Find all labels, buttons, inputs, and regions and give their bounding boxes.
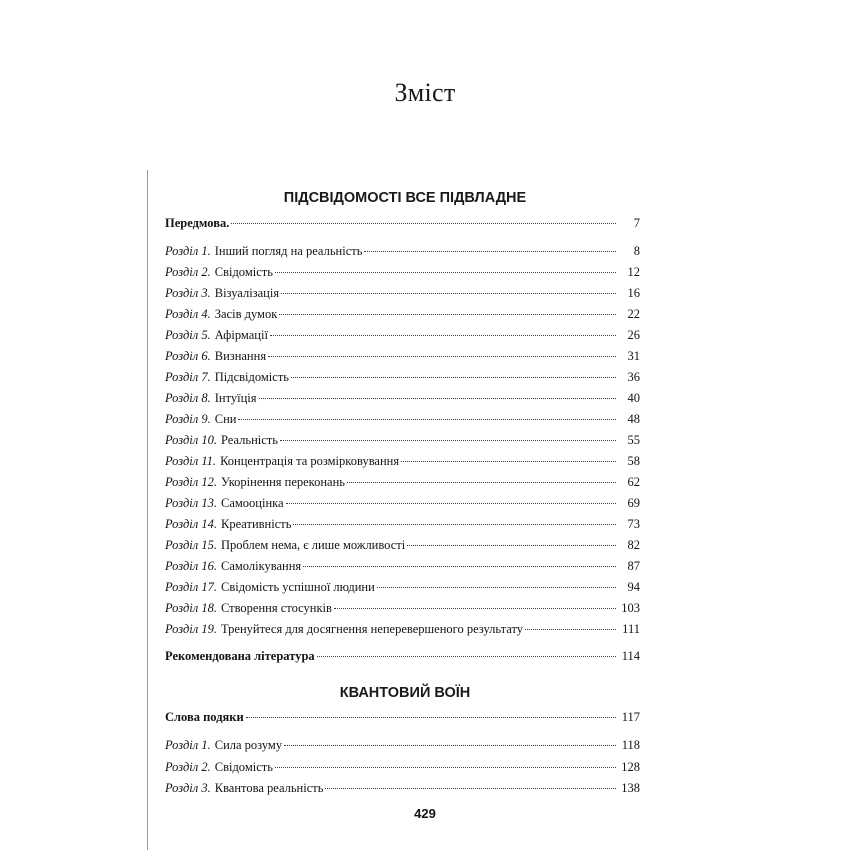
toc-entry-title: Самолікування <box>220 559 302 573</box>
toc-entry-title: Засів думок <box>214 307 278 321</box>
leader-dots <box>325 788 616 789</box>
toc-entry-title: Рекомендована література <box>165 649 315 663</box>
leader-dots <box>401 461 616 462</box>
toc-entry-chapter-14[interactable] <box>165 515 640 533</box>
toc-entry-chapter-17[interactable] <box>165 578 640 596</box>
toc-entry-title: Сни <box>214 412 237 426</box>
toc-entry-chapter-12[interactable] <box>165 473 640 491</box>
toc-entry-title: Передмова. <box>165 216 230 230</box>
toc-entry-chapter-10[interactable] <box>165 431 640 449</box>
toc-entry-chapter-15[interactable] <box>165 536 640 554</box>
leader-dots <box>303 566 616 567</box>
toc-entry-chapter-3[interactable] <box>165 284 640 302</box>
leader-dots <box>407 545 616 546</box>
leader-dots <box>279 314 616 315</box>
toc-entry-title: Свідомість <box>214 760 273 774</box>
toc-entry-title: Сила розуму <box>214 738 283 752</box>
toc-entry-page: 128 <box>621 760 640 774</box>
toc-entry-chapter-5[interactable] <box>165 326 640 344</box>
toc-entry-title: Визнання <box>214 349 267 363</box>
toc-entry-page: 31 <box>627 349 640 363</box>
toc-entry-chapter-1[interactable] <box>165 242 640 260</box>
toc-entry-chapter-16[interactable] <box>165 557 640 575</box>
leader-dots <box>275 272 616 273</box>
toc-entry-title: Проблем нема, є лише можливості <box>220 538 406 552</box>
toc-entry-chapter-13[interactable] <box>165 494 640 512</box>
leader-dots <box>259 398 616 399</box>
toc-entry-page: 73 <box>627 517 640 531</box>
toc-entry-title: Тренуйтеся для досягнення неперевершеного результату <box>220 622 524 636</box>
toc-entry-page: 16 <box>627 286 640 300</box>
toc-entry-chapter-4[interactable] <box>165 305 640 323</box>
toc-entry-page: 117 <box>621 710 640 724</box>
toc-entry-title: Укорінення переконань <box>220 475 345 489</box>
toc-entry-page: 26 <box>627 328 640 342</box>
toc-entry-title: Інший погляд на реальність <box>214 244 363 258</box>
toc-entry-title: Створення стосунків <box>220 601 332 615</box>
toc-entry-title: Свідомість успішної людини <box>220 580 375 594</box>
toc-entry-page: 8 <box>633 244 640 258</box>
toc-entry-label: Розділ 5. <box>165 328 211 342</box>
toc-entry-title: Реальність <box>220 433 278 447</box>
toc-entry-page: 111 <box>622 622 640 636</box>
toc-entry-label: Розділ 14. <box>165 517 217 531</box>
toc-entry-chapter-3[interactable] <box>165 779 640 797</box>
toc-entry-label: Розділ 15. <box>165 538 217 552</box>
toc-entry-label: Розділ 3. <box>165 286 211 300</box>
toc-entry-page: 55 <box>627 433 640 447</box>
page-number: 429 <box>414 806 436 821</box>
leader-dots <box>525 629 616 630</box>
toc-entry-label: Розділ 4. <box>165 307 211 321</box>
leader-dots <box>364 251 616 252</box>
toc-entry-label: Розділ 11. <box>165 454 217 468</box>
leader-dots <box>293 524 616 525</box>
toc-entry-page: 82 <box>627 538 640 552</box>
toc-entry-page: 114 <box>621 649 640 663</box>
toc-entry-page: 36 <box>627 370 640 384</box>
toc-entry-title: Квантова реальність <box>214 781 324 795</box>
leader-dots <box>347 482 616 483</box>
section-title: КВАНТОВИЙ ВОЇН <box>339 685 471 701</box>
toc-entry-chapter-1[interactable] <box>165 736 640 754</box>
section-title: ПІДСВІДОМОСТІ ВСЕ ПІДВЛАДНЕ <box>283 190 527 206</box>
toc-entry-chapter-2[interactable] <box>165 758 640 776</box>
toc-entry-page: 22 <box>627 307 640 321</box>
toc-entry-chapter-2[interactable] <box>165 263 640 281</box>
toc-entry-recommended-literature[interactable] <box>165 647 640 665</box>
toc-entry-label: Розділ 16. <box>165 559 217 573</box>
toc-entry-page: 103 <box>621 601 640 615</box>
toc-entry-title: Концентрація та розмірковування <box>220 454 400 468</box>
toc-entry-foreword[interactable] <box>165 214 640 232</box>
toc-entry-label: Розділ 2. <box>165 760 211 774</box>
toc-entry-label: Розділ 10. <box>165 433 217 447</box>
toc-entry-page: 94 <box>627 580 640 594</box>
toc-entry-title: Підсвідомість <box>214 370 289 384</box>
toc-entry-page: 40 <box>627 391 640 405</box>
toc-entry-chapter-7[interactable] <box>165 368 640 386</box>
leader-dots <box>317 656 616 657</box>
toc-entry-label: Розділ 3. <box>165 781 211 795</box>
toc-entry-chapter-11[interactable] <box>165 452 640 470</box>
toc-entry-label: Розділ 18. <box>165 601 217 615</box>
page-title: Зміст <box>394 78 456 107</box>
toc-entry-page: 138 <box>621 781 640 795</box>
toc-entry-label: Розділ 1. <box>165 738 211 752</box>
toc-entry-page: 69 <box>627 496 640 510</box>
leader-dots <box>270 335 616 336</box>
toc-entry-title: Свідомість <box>214 265 273 279</box>
toc-entry-page: 48 <box>627 412 640 426</box>
leader-dots <box>334 608 616 609</box>
toc-entry-page: 7 <box>633 216 640 230</box>
leader-dots <box>268 356 616 357</box>
toc-entry-page: 118 <box>621 738 640 752</box>
toc-entry-title: Креативність <box>220 517 292 531</box>
toc-entry-page: 58 <box>627 454 640 468</box>
toc-entry-chapter-8[interactable] <box>165 389 640 407</box>
toc-entry-chapter-18[interactable] <box>165 599 640 617</box>
toc-entry-title: Візуалізація <box>214 286 280 300</box>
toc-entry-title: Афірмації <box>214 328 268 342</box>
toc-entry-chapter-19[interactable] <box>165 620 640 638</box>
leader-dots <box>286 503 616 504</box>
leader-dots <box>238 419 616 420</box>
toc-entry-page: 12 <box>627 265 640 279</box>
toc-entry-label: Розділ 1. <box>165 244 211 258</box>
toc-entry-label: Розділ 17. <box>165 580 217 594</box>
page-edge-line <box>147 170 148 850</box>
toc-entry-title: Самооцінка <box>220 496 284 510</box>
toc-entry-label: Розділ 6. <box>165 349 211 363</box>
toc-entry-label: Розділ 7. <box>165 370 211 384</box>
leader-dots <box>281 293 616 294</box>
leader-dots <box>291 377 616 378</box>
leader-dots <box>246 717 616 718</box>
toc-entry-page: 87 <box>627 559 640 573</box>
toc-entry-chapter-6[interactable] <box>165 347 640 365</box>
toc-entry-title: Інтуїція <box>214 391 257 405</box>
toc-entry-label: Розділ 8. <box>165 391 211 405</box>
toc-entry-title: Слова подяки <box>165 710 244 724</box>
toc-entry-label: Розділ 9. <box>165 412 211 426</box>
toc-entry-label: Розділ 19. <box>165 622 217 636</box>
toc-entry-label: Розділ 2. <box>165 265 211 279</box>
toc-entry-acknowledgements[interactable] <box>165 708 640 726</box>
toc-entry-chapter-9[interactable] <box>165 410 640 428</box>
toc-entry-label: Розділ 12. <box>165 475 217 489</box>
toc-entry-label: Розділ 13. <box>165 496 217 510</box>
toc-entry-page: 62 <box>627 475 640 489</box>
leader-dots <box>231 223 616 224</box>
leader-dots <box>280 440 616 441</box>
leader-dots <box>275 767 616 768</box>
leader-dots <box>284 745 616 746</box>
leader-dots <box>377 587 616 588</box>
